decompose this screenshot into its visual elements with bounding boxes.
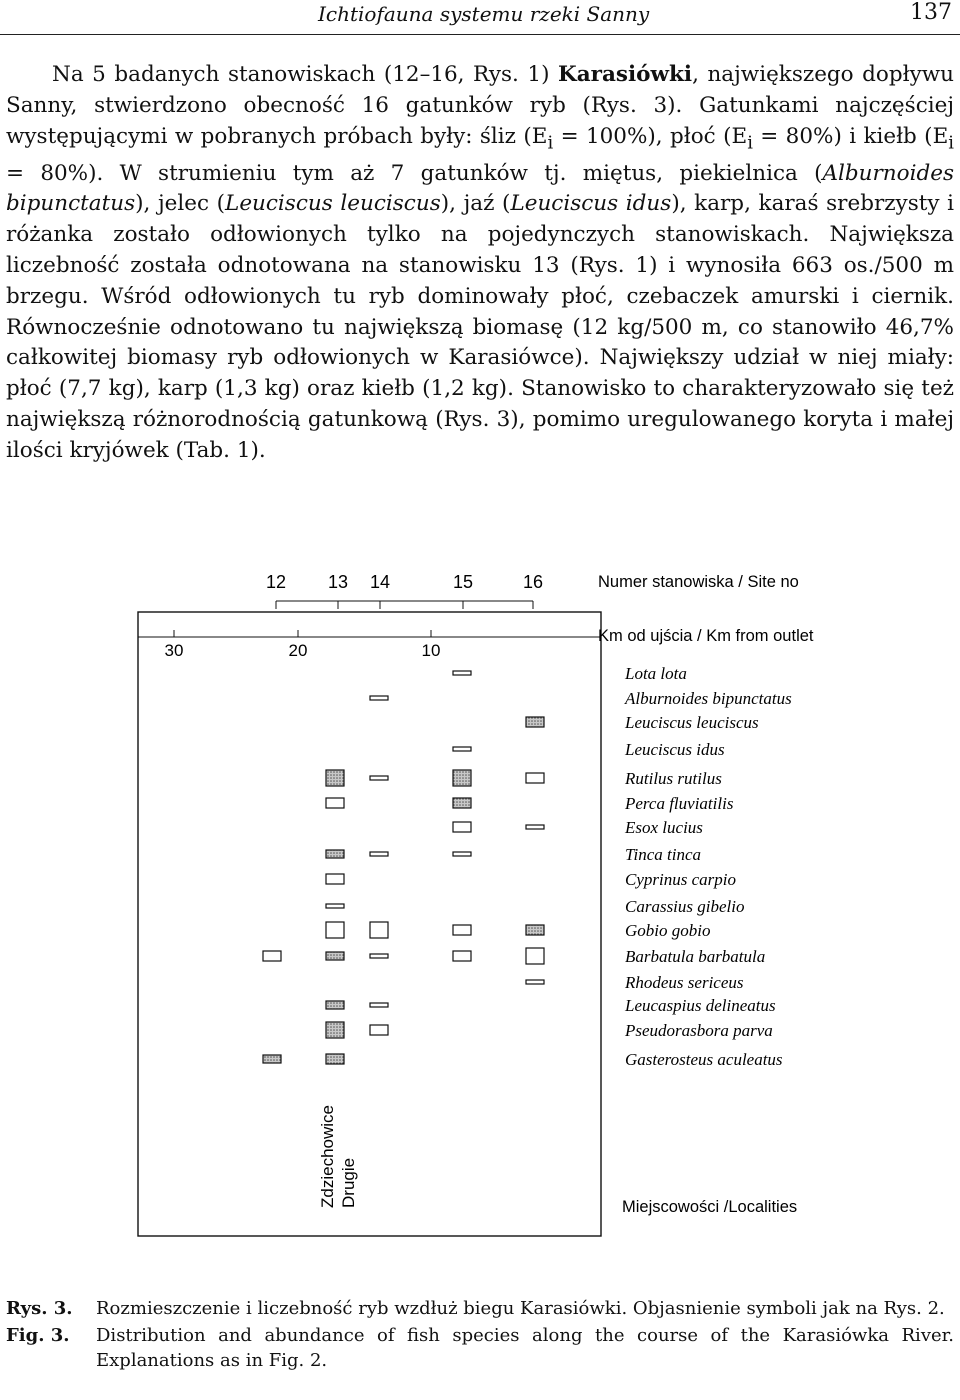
presence-marker bbox=[453, 671, 471, 675]
site-axis-title: Numer stanowiska / Site no bbox=[598, 573, 799, 591]
presence-marker bbox=[370, 852, 388, 856]
paragraph bbox=[6, 60, 954, 467]
presence-marker bbox=[526, 925, 544, 935]
text-run: = 80%). W strumieniu tym aż 7 gatunków tj. miętus, piekielnica ( bbox=[6, 160, 823, 186]
text-run: , największego dopływu Sanny, stwierdzono obecność 16 gatunków ryb (Rys. 3). Gatunkami najczęściej występującymi w pobranych próbach były: śliz (E bbox=[6, 62, 954, 149]
species-legend-label: Gobio gobio bbox=[625, 921, 711, 940]
species-legend-label: Esox lucius bbox=[625, 818, 703, 837]
presence-marker bbox=[453, 951, 471, 961]
species-italic: Leuciscus leuciscus bbox=[225, 191, 441, 217]
locality-label: Zdziechowice bbox=[318, 1105, 337, 1208]
species-legend-label: Cyprinus carpio bbox=[625, 870, 736, 889]
species-italic: Leuciscus idus bbox=[510, 191, 672, 217]
text-run: ), karp, karaś srebrzysty i różanka zostało odłowionych tylko na pojedynczych stanowiskach. Największa liczebność została odnotowana na stanowisku 13 (Rys. 1) i wynosiła 663 os./500 m brzegu. Wśród odłowionych tu ryb dominowały płoć, czebaczek amurski i ciernik. Równocześnie odnotowano tu największą biomasę (12 kg/500 m, co stanowiło 46,7% całkowitej biomasy ryb odłowionych w Karasiówce). Największy udział w niej miały: płoć (7,7 kg), karp (1,3 kg) oraz kiełb (1,2 kg). Stanowisko to charakteryzowało się też największą różnorodnością gatunkową (Rys. 3), pomimo uregulowanego koryta i małej ilości kryjówek (Tab. 1). bbox=[6, 191, 955, 463]
km-tick-label: 30 bbox=[164, 641, 184, 660]
species-legend-label: Rutilus rutilus bbox=[625, 769, 722, 788]
presence-marker bbox=[453, 798, 471, 808]
site-label: 13 bbox=[327, 572, 349, 592]
presence-marker bbox=[526, 948, 544, 964]
presence-marker bbox=[263, 951, 281, 961]
presence-marker bbox=[326, 1001, 344, 1009]
presence-marker bbox=[370, 954, 388, 958]
km-tick-label: 20 bbox=[288, 641, 308, 660]
species-legend-label: Carassius gibelio bbox=[625, 897, 745, 916]
species-legend-label: Leuciscus leuciscus bbox=[625, 713, 759, 732]
caption-text-en: Distribution and abundance of fish species along the course of the Karasiówka River. Explanations as in Fig. 2. bbox=[96, 1325, 954, 1371]
species-legend-label: Alburnoides bipunctatus bbox=[625, 689, 792, 708]
presence-marker bbox=[326, 770, 344, 786]
site-label: 12 bbox=[265, 572, 287, 592]
species-legend-label: Leucaspius delineatus bbox=[625, 996, 776, 1015]
presence-marker bbox=[326, 1054, 344, 1064]
text-run: ), jelec ( bbox=[135, 191, 226, 217]
body-paragraph bbox=[6, 60, 954, 467]
subscript-i: i bbox=[547, 131, 554, 153]
caption-pl bbox=[6, 1296, 954, 1321]
presence-marker bbox=[326, 952, 344, 960]
running-header bbox=[0, 0, 960, 35]
species-legend-label: Rhodeus sericeus bbox=[625, 973, 744, 992]
presence-marker bbox=[326, 1022, 344, 1038]
species-legend-label: Gasterosteus aculeatus bbox=[625, 1050, 783, 1069]
caption-label-en: Fig. 3. bbox=[6, 1325, 70, 1346]
presence-marker bbox=[453, 770, 471, 786]
species-legend-label: Barbatula barbatula bbox=[625, 947, 766, 966]
species-legend-label: Tinca tinca bbox=[625, 845, 702, 864]
presence-marker bbox=[326, 922, 344, 938]
text-run: Na 5 badanych stanowiskach (12–16, Rys. 1) bbox=[52, 62, 559, 87]
km-tick-label: 10 bbox=[421, 641, 441, 660]
species-legend-label: Perca fluviatilis bbox=[625, 794, 734, 813]
presence-marker bbox=[370, 696, 388, 700]
presence-marker bbox=[326, 874, 344, 884]
presence-marker bbox=[263, 1055, 281, 1063]
presence-marker bbox=[326, 850, 344, 858]
km-axis-title: Km od ujścia / Km from outlet bbox=[598, 627, 814, 645]
text-run: ), jaź ( bbox=[440, 191, 511, 217]
presence-marker bbox=[370, 922, 388, 938]
caption-text-pl: Rozmieszczenie i liczebność ryb wzdłuż biegu Karasiówki. Objasnienie symboli jak na Rys. 2. bbox=[96, 1298, 945, 1319]
presence-marker bbox=[453, 822, 471, 832]
figure-captions bbox=[6, 1296, 954, 1375]
site-label: 16 bbox=[522, 572, 544, 592]
presence-marker bbox=[326, 904, 344, 908]
text-run: = 80%) i kiełb (E bbox=[752, 123, 949, 149]
species-legend-label: Lota lota bbox=[625, 664, 687, 683]
distribution-figure bbox=[0, 540, 960, 1260]
presence-marker bbox=[326, 798, 344, 808]
species-italic: Alburnoides bipunctatus bbox=[6, 160, 954, 217]
localities-title: Miejscowości /Localities bbox=[622, 1198, 798, 1216]
running-title: Ichtiofauna systemu rzeki Sanny bbox=[318, 2, 650, 26]
presence-marker bbox=[453, 925, 471, 935]
locality-label: Drugie bbox=[339, 1157, 358, 1208]
presence-marker bbox=[370, 1025, 388, 1035]
text-run: = 100%), płoć (E bbox=[553, 123, 748, 149]
caption-en bbox=[6, 1323, 954, 1373]
river-name-bold: Karasiówki bbox=[558, 62, 693, 87]
site-label: 14 bbox=[369, 572, 391, 592]
presence-marker bbox=[370, 1003, 388, 1007]
presence-marker bbox=[526, 825, 544, 829]
presence-marker bbox=[526, 980, 544, 984]
presence-marker bbox=[370, 776, 388, 780]
species-legend-label: Leuciscus idus bbox=[625, 740, 725, 759]
presence-marker bbox=[526, 717, 544, 727]
presence-marker bbox=[453, 747, 471, 751]
subscript-i: i bbox=[747, 131, 753, 153]
presence-marker bbox=[526, 773, 544, 783]
page-number: 137 bbox=[910, 0, 952, 25]
site-label: 15 bbox=[452, 572, 474, 592]
presence-marker bbox=[453, 852, 471, 856]
subscript-i: i bbox=[948, 131, 954, 153]
caption-label-pl: Rys. 3. bbox=[6, 1298, 73, 1319]
species-legend-label: Pseudorasbora parva bbox=[625, 1021, 773, 1040]
